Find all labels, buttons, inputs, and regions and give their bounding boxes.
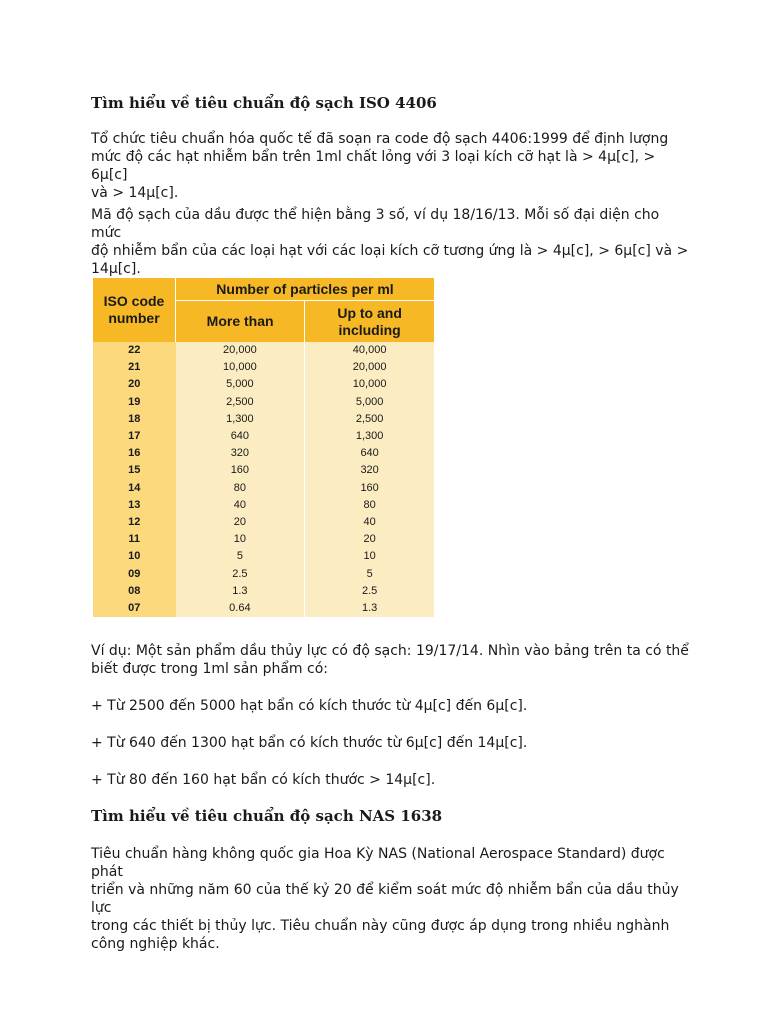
table-row — [93, 445, 434, 462]
up-to-cell: 640 — [305, 445, 434, 462]
up-to-cell: 5,000 — [305, 394, 434, 411]
more-than-cell: 5 — [176, 548, 305, 565]
table-row — [93, 359, 434, 376]
table-row — [93, 462, 434, 479]
more-than-cell: 2,500 — [176, 394, 305, 411]
more-than-cell: 2.5 — [176, 565, 305, 582]
more-than-cell: 640 — [176, 428, 305, 445]
table-row — [93, 548, 434, 565]
more-than-cell: 320 — [176, 445, 305, 462]
header-iso-code: ISO code number — [93, 278, 176, 342]
iso-code-cell: 19 — [93, 394, 176, 411]
iso-code-cell: 08 — [93, 583, 176, 600]
up-to-cell: 1,300 — [305, 428, 434, 445]
table-row — [93, 376, 434, 393]
up-to-cell: 160 — [305, 480, 434, 497]
more-than-cell: 10 — [176, 531, 305, 548]
nas-1638-paragraph: Tiêu chuẩn hàng không quốc gia Hoa Kỳ NAS (National Aerospace Standard) được phát triển và những năm 60 của thế kỷ 20 để kiểm soát mức độ nhiễm bẩn của dầu thủy lực trong các thiết bị thủy lực. Tiêu chuẩn này cũng được áp dụng trong nhiều nghành công nghiệp khác. — [91, 846, 679, 952]
iso-4406-code-paragraph: Mã độ sạch của dầu được thể hiện bằng 3 số, ví dụ 18/16/13. Mỗi số đại diện cho mức độ nhiễm bẩn của các loại hạt với các loại kích cỡ tương ứng là > 4μ[c], > 6μ[c] và > 14μ[c]. — [91, 207, 689, 277]
iso-code-cell: 17 — [93, 428, 176, 445]
iso-code-cell: 15 — [93, 462, 176, 479]
nas-1638-heading: Tìm hiểu về tiêu chuẩn độ sạch NAS 1638 — [91, 807, 443, 825]
iso-code-cell: 14 — [93, 480, 176, 497]
more-than-cell: 20 — [176, 514, 305, 531]
table-row — [93, 411, 434, 428]
iso-code-cell: 11 — [93, 531, 176, 548]
iso-code-cell: 20 — [93, 376, 176, 393]
more-than-cell: 10,000 — [176, 359, 305, 376]
more-than-cell: 1.3 — [176, 583, 305, 600]
more-than-cell: 1,300 — [176, 411, 305, 428]
table-row — [93, 583, 434, 600]
header-more-than: More than — [176, 301, 305, 343]
iso-4406-intro-paragraph: Tổ chức tiêu chuẩn hóa quốc tế đã soạn ra code độ sạch 4406:1999 để định lượng mức độ các hạt nhiễm bẩn trên 1ml chất lỏng với 3 loại kích cỡ hạt là > 4μ[c], > 6μ[c] và > 14μ[c]. — [91, 131, 669, 201]
table-row — [93, 531, 434, 548]
iso-code-cell: 07 — [93, 600, 176, 617]
header-particles-per-ml: Number of particles per ml — [176, 278, 435, 301]
table-row — [93, 600, 434, 617]
table-row — [93, 428, 434, 445]
table-row — [93, 342, 434, 359]
up-to-cell: 40 — [305, 514, 434, 531]
more-than-cell: 20,000 — [176, 342, 305, 359]
iso-4406-table — [93, 278, 434, 617]
table-row — [93, 394, 434, 411]
table-row — [93, 514, 434, 531]
table-row — [93, 480, 434, 497]
up-to-cell: 40,000 — [305, 342, 434, 359]
iso-4406-heading: Tìm hiểu về tiêu chuẩn độ sạch ISO 4406 — [91, 94, 437, 112]
up-to-cell: 5 — [305, 565, 434, 582]
up-to-cell: 2,500 — [305, 411, 434, 428]
iso-code-cell: 22 — [93, 342, 176, 359]
iso-code-cell: 18 — [93, 411, 176, 428]
iso-code-cell: 13 — [93, 497, 176, 514]
header-up-to-including: Up to and including — [305, 301, 434, 343]
example-item-3: + Từ 80 đến 160 hạt bẩn có kích thước > 14μ[c]. — [91, 772, 436, 788]
up-to-cell: 10 — [305, 548, 434, 565]
more-than-cell: 80 — [176, 480, 305, 497]
iso-code-cell: 16 — [93, 445, 176, 462]
up-to-cell: 2.5 — [305, 583, 434, 600]
iso-code-cell: 21 — [93, 359, 176, 376]
up-to-cell: 10,000 — [305, 376, 434, 393]
table-row — [93, 497, 434, 514]
iso-code-cell: 12 — [93, 514, 176, 531]
up-to-cell: 1.3 — [305, 600, 434, 617]
more-than-cell: 160 — [176, 462, 305, 479]
up-to-cell: 80 — [305, 497, 434, 514]
table-row — [93, 565, 434, 582]
up-to-cell: 20 — [305, 531, 434, 548]
more-than-cell: 0.64 — [176, 600, 305, 617]
up-to-cell: 20,000 — [305, 359, 434, 376]
table-body — [93, 342, 434, 617]
iso-code-cell: 09 — [93, 565, 176, 582]
example-item-1: + Từ 2500 đến 5000 hạt bẩn có kích thước từ 4μ[c] đến 6μ[c]. — [91, 698, 528, 714]
more-than-cell: 5,000 — [176, 376, 305, 393]
example-intro: Ví dụ: Một sản phẩm dầu thủy lực có độ sạch: 19/17/14. Nhìn vào bảng trên ta có thể biết được trong 1ml sản phẩm có: — [91, 643, 689, 677]
iso-code-cell: 10 — [93, 548, 176, 565]
more-than-cell: 40 — [176, 497, 305, 514]
up-to-cell: 320 — [305, 462, 434, 479]
example-item-2: + Từ 640 đến 1300 hạt bẩn có kích thước từ 6μ[c] đến 14μ[c]. — [91, 735, 528, 751]
